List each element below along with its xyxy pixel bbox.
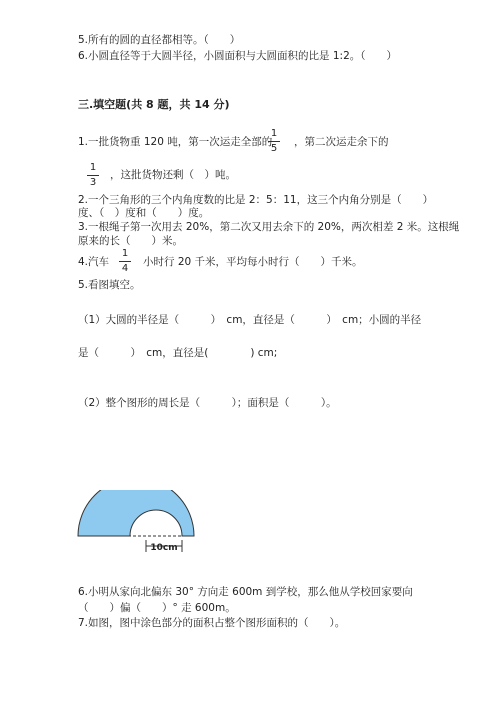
question-tf-6: 6.小圆直径等于大圆半径，小圆面积与大圆面积的比是 1:2。（ ）: [78, 50, 398, 62]
fill-question-5-sub-2: （2）整个图形的周长是（ ）；面积是（ ）。: [78, 397, 337, 409]
fraction-1-5: [267, 128, 281, 155]
fill-question-5: 5.看图填空。: [78, 279, 141, 291]
fraction-bar: [119, 261, 131, 262]
fraction-1-4: [118, 248, 132, 275]
fraction-numerator: 1: [270, 128, 278, 139]
dimension-label: 10cm: [150, 543, 178, 553]
fraction-bar: [268, 141, 280, 142]
fill-question-2-line-2: 度、（ ）度和（ ）度。: [78, 207, 210, 219]
fraction-numerator: 1: [121, 248, 129, 259]
fill-question-7: 7.如图，图中涂色部分的面积占整个图形面积的（ ）。: [78, 617, 346, 629]
fraction-bar: [87, 175, 99, 176]
fill-question-5-sub-1-line-1: （1）大圆的半径是（ ） cm，直径是（ ） cm；小圆的半径: [78, 314, 422, 326]
fraction-numerator: 1: [89, 162, 97, 173]
fraction-denominator: 4: [121, 263, 129, 274]
fill-question-4-part-b: 小时行 20 千米，平均每小时行（ ）千米。: [143, 256, 363, 268]
fill-question-4-part-a: 4.汽车: [78, 256, 110, 268]
fraction-denominator: 5: [270, 143, 278, 154]
section-heading: 三.填空题(共 8 题，共 14 分): [78, 98, 230, 111]
fill-question-1-part-a: 1.一批货物重 120 吨，第一次运走全部的: [78, 136, 273, 148]
fill-question-5-sub-1-line-2: 是（ ） cm，直径是( ) cm;: [78, 347, 278, 359]
shaded-region: [78, 490, 194, 536]
fill-question-6-line-1: 6.小明从家向北偏东 30° 方向走 600m 到学校，那么他从学校回家要向: [78, 586, 413, 598]
question-tf-5: 5.所有的圆的直径都相等。（ ）: [78, 34, 241, 46]
circles-figure: [70, 490, 200, 560]
fraction-denominator: 3: [89, 177, 97, 188]
fill-question-6-line-2: （ ）偏（ ）° 走 600m。: [78, 602, 236, 614]
fill-question-3-line-1: 3.一根绳子第一次用去 20%，第二次又用去余下的 20%，两次相差 2 米。这根绳: [78, 221, 460, 233]
fill-question-2-line-1: 2.一个三角形的三个内角度数的比是 2：5：11，这三个内角分别是（ ）: [78, 194, 434, 206]
fill-question-3-line-2: 原来的长（ ）米。: [78, 235, 183, 247]
fill-question-1-part-c: ，这批货物还剩（ ）吨。: [110, 169, 236, 181]
fill-question-1-part-b: ，第二次运走余下的: [294, 136, 389, 148]
fraction-1-3: [86, 162, 100, 189]
large-semicircle-lower-arc: [78, 536, 136, 560]
